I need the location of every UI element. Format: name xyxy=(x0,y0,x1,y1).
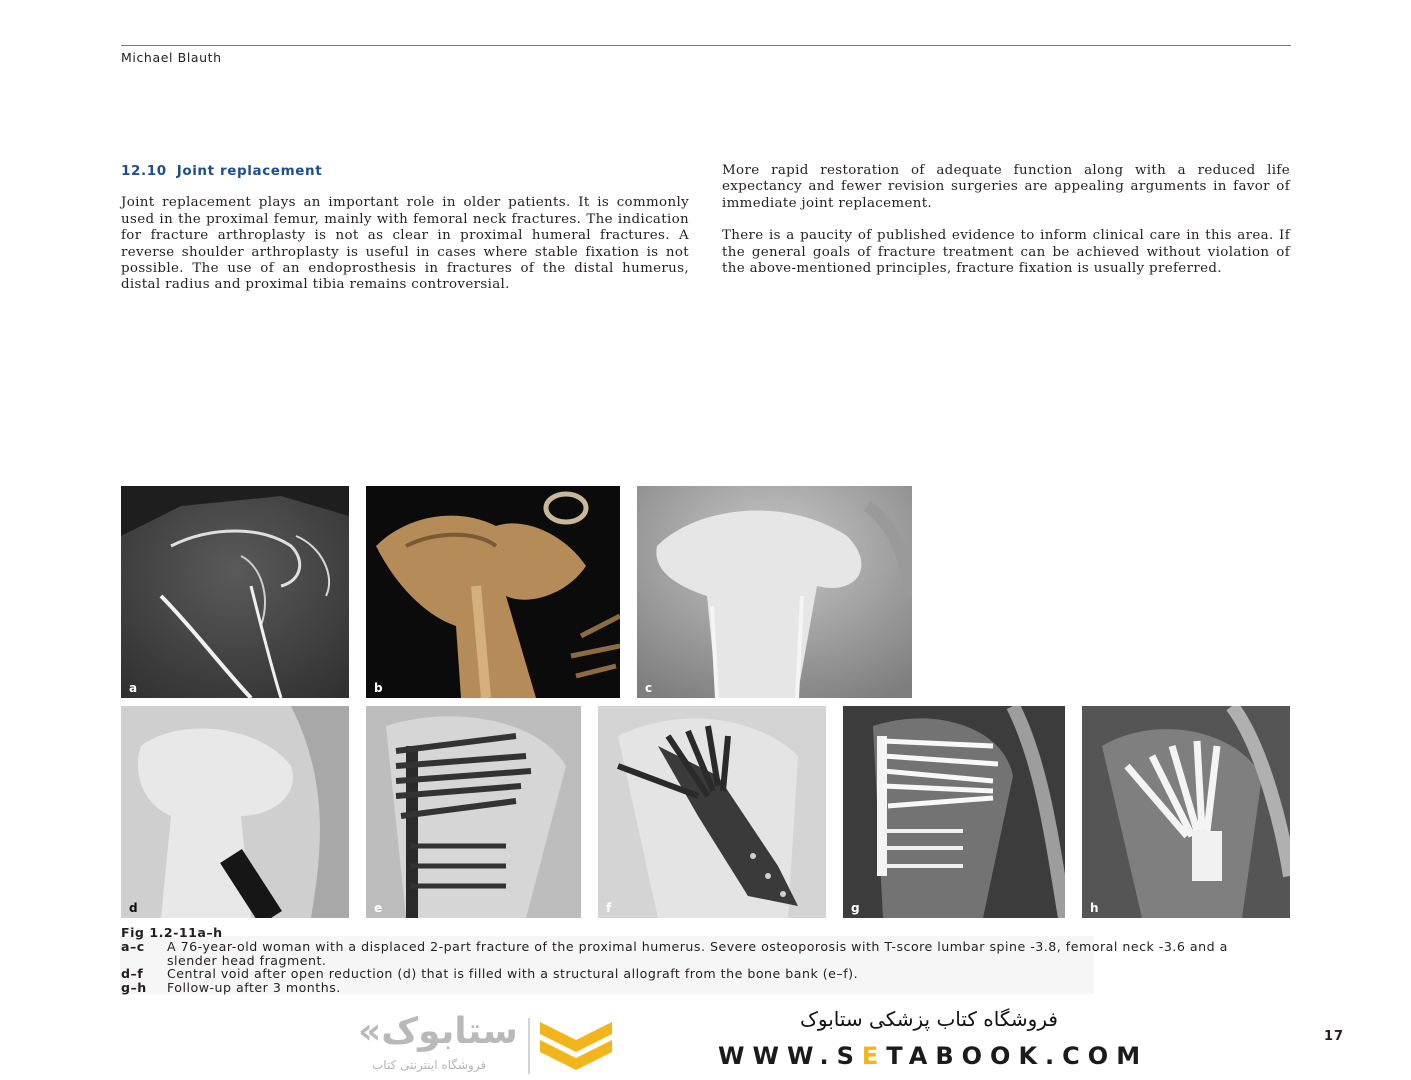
caption-key: g–h xyxy=(121,980,147,996)
figure-label: a xyxy=(129,681,138,695)
body-paragraph: There is a paucity of published evidence to inform clinical care in this area. If the general goals of fracture treatment can be achieved without violation of the above-mentioned principles, fracture fixation is usually preferred. xyxy=(722,228,1290,277)
figure-panel-e xyxy=(366,706,581,918)
3d-ct-reconstruction-image xyxy=(366,486,620,698)
caption-title: Fig 1.2-11a–h xyxy=(121,925,223,940)
figure-label: e xyxy=(374,901,383,915)
running-header-author: Michael Blauth xyxy=(121,50,222,65)
header-rule xyxy=(121,45,1291,46)
figure-panel-g xyxy=(843,706,1065,918)
store-logo-wordmark: «ستابوک xyxy=(358,1011,518,1052)
caption-key: a–c xyxy=(121,938,145,954)
body-paragraph: Joint replacement plays an important role in older patients. It is commonly used in the proximal femur, mainly with femoral neck fractures. The indication for fracture arthroplasty is not as clear in proximal humeral fractures. A reverse shoulder arthroplasty is useful in cases where stable fixation is not possible. The use of an endoprosthesis in fractures of the distal humerus, distal radius and proximal tibia remains controversial. xyxy=(121,195,689,293)
logo-divider xyxy=(528,1018,530,1074)
figure-panel-f xyxy=(598,706,826,918)
figure-caption xyxy=(121,926,1257,995)
store-name: فروشگاه کتاب پزشکی ستابوک xyxy=(800,1007,1058,1031)
figure-label: b xyxy=(374,681,383,695)
figure-panel-d xyxy=(121,706,349,918)
figure-label: f xyxy=(606,901,612,915)
body-paragraph: More rapid restoration of adequate function along with a reduced life expectancy and fewer revision surgeries are appealing arguments in favor of immediate joint replacement. xyxy=(722,163,1290,211)
caption-text: A 76-year-old woman with a displaced 2-part fracture of the proximal humerus. Severe osteoporosis with T-score lumbar spine -3.8, femoral neck -3.6 and a slender head fragment. xyxy=(167,938,1228,968)
follow-up-xray-image xyxy=(1082,706,1290,918)
figure-label: d xyxy=(129,901,138,915)
figure-label: c xyxy=(645,681,653,695)
figure-panel-b xyxy=(366,486,620,698)
section-title: Joint replacement xyxy=(176,163,323,179)
figure-label: g xyxy=(851,901,860,915)
section-heading xyxy=(121,163,689,179)
fluoroscopy-image xyxy=(121,706,349,918)
fluoroscopy-plate-image xyxy=(366,706,581,918)
page-number: 17 xyxy=(1324,1029,1345,1044)
xray-plate-image xyxy=(598,706,826,918)
caption-row xyxy=(121,967,1257,981)
figure-label: h xyxy=(1090,901,1099,915)
left-column xyxy=(121,163,689,310)
url-suffix: TABOOK.COM xyxy=(886,1042,1149,1070)
book-chevron-logo-icon xyxy=(538,1018,614,1074)
xray-image xyxy=(637,486,912,698)
right-column xyxy=(722,163,1290,293)
store-url xyxy=(718,1042,1148,1070)
store-logo-subtitle: فروشگاه اینترنتی کتاب xyxy=(372,1058,487,1072)
figure-panel-c xyxy=(637,486,912,698)
section-number: 12.10 xyxy=(121,163,167,179)
caption-text: Central void after open reduction (d) that is filled with a structural allograft from the bone bank (e–f). xyxy=(167,966,859,982)
caption-row xyxy=(121,940,1257,968)
figure-panel-a xyxy=(121,486,349,698)
caption-text: Follow-up after 3 months. xyxy=(167,980,341,996)
figure-panel-h xyxy=(1082,706,1290,918)
follow-up-xray-image xyxy=(843,706,1065,918)
caption-row xyxy=(121,981,1257,995)
caption-key: d–f xyxy=(121,966,144,982)
url-prefix: WWW.S xyxy=(718,1042,862,1070)
ct-scan-image xyxy=(121,486,349,698)
url-highlight: E xyxy=(861,1042,887,1070)
